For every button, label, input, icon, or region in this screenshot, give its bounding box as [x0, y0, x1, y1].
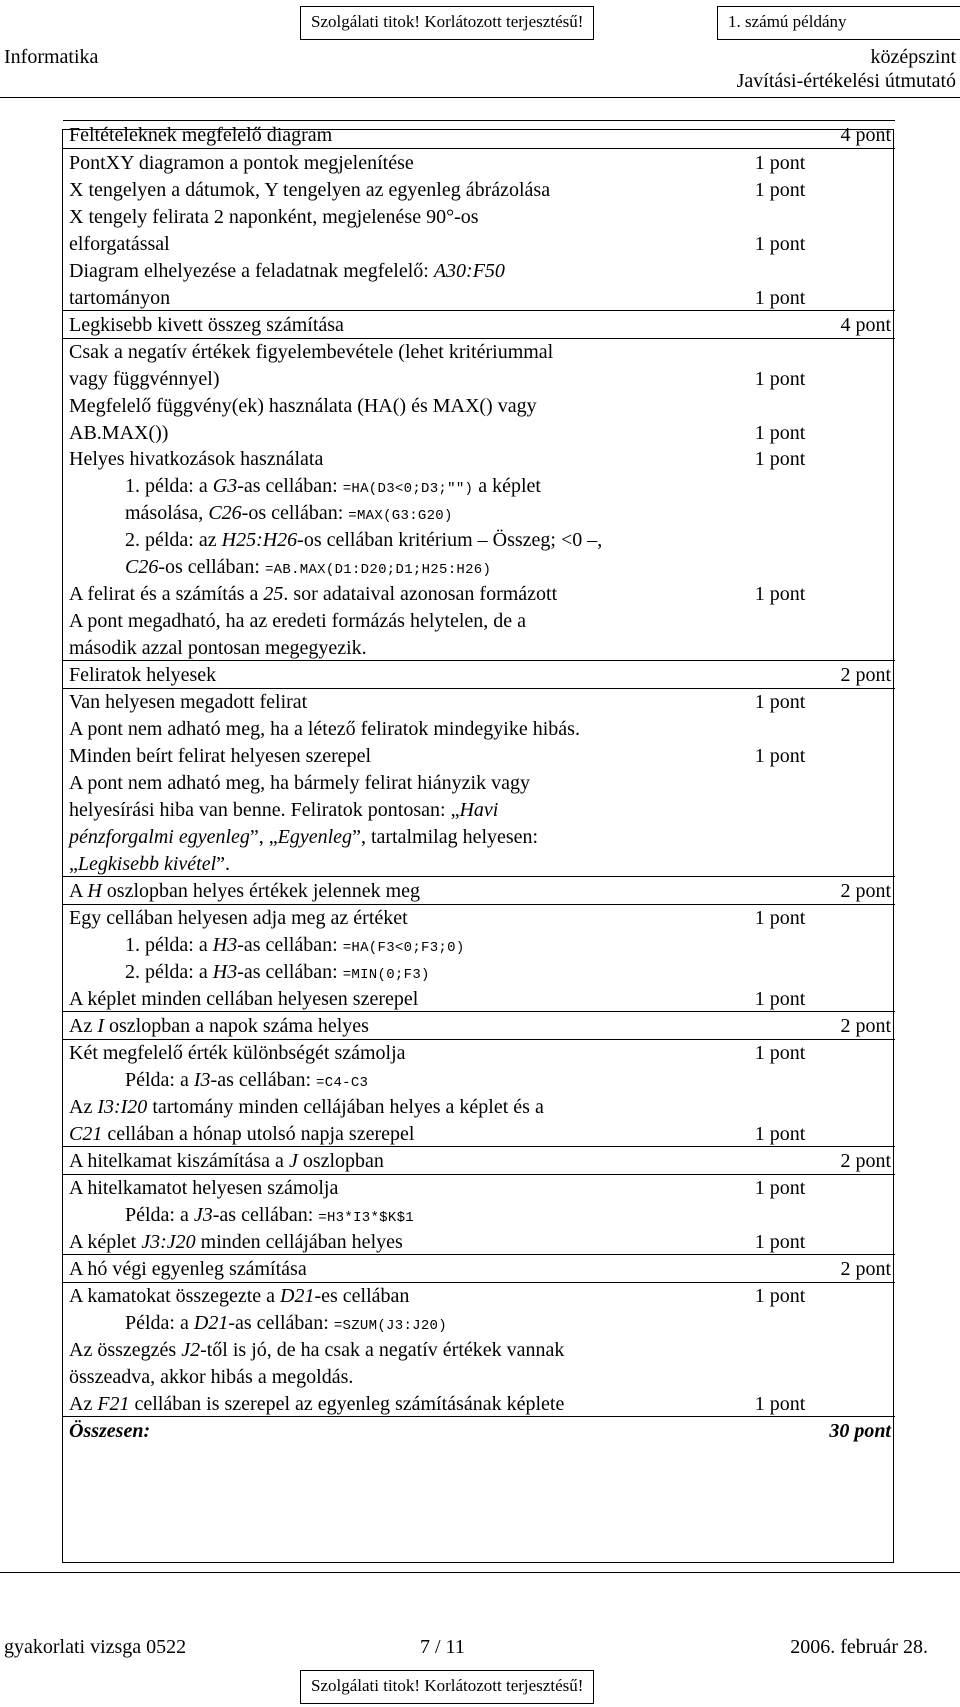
total-row	[63, 1416, 895, 1446]
level-label: középszint	[870, 46, 956, 68]
total-label: Összesen:	[69, 1420, 151, 1442]
section-total: 2 pont	[840, 1258, 891, 1280]
section-total: 2 pont	[840, 1015, 891, 1037]
doc-type-label: Javítási-értékelési útmutató	[736, 70, 956, 92]
exam-code: gyakorlati vizsga 0522	[4, 1636, 187, 1658]
total-value: 30 pont	[829, 1420, 891, 1442]
section-total: 2 pont	[840, 880, 891, 902]
section-title: Feltételeknek megfelelő diagram	[69, 124, 333, 146]
subject-label: Informatika	[4, 46, 99, 68]
section-title: A H oszlopban helyes értékek jelennek meg	[69, 880, 421, 902]
section-month-end	[63, 1254, 895, 1283]
section-h-column	[63, 876, 895, 905]
section-total: 4 pont	[840, 314, 891, 336]
section-j-column	[63, 1146, 895, 1175]
confidential-stamp-top: Szolgálati titok! Korlátozott terjesztésű!	[300, 6, 594, 40]
header-rule	[0, 97, 960, 98]
section-labels	[63, 660, 895, 689]
scoring-table: Feltételeknek megfelelő diagram 4 pont PontXY diagramon a pontok megjelenítése 1 pont X tengelyen a dátumok, Y tengelyen az egyenleg ábrázolása 1 pont X tengely felirata 2 naponként, megjelenése 90°-os elforgatással 1 pont Diagram elhelyezése a feladatnak megfelelő: A30:F50 tartományon 1 pont Legkisebb kivett összeg számítása 4 pont Csak a negatív értékek figyelembevétele (lehet kritériummal vagy függvénnyel) 1 pont Megfelelő függvény(ek) használata (HA() és MAX() vagy AB.MAX()) 1 pont Helyes hivatkozások használata 1 pont 1. példa: a G3-as cellában: =HA(D3<0;D3;"") a képlet másolása, C26-os cellában: =MAX(G3:G20) 2. példa: az H25:H26-os cellában kritérium – Összeg; <0 –, C26-os cellában: =AB.MAX(D1:D20;D1;H25:H26) A felirat és a számítás a 25. sor adataival azonosan formázott 1 pont A pont megadható, ha az eredeti formázás helytelen, de a második azzal pontosan megegyezik. Feliratok helyesek 2 pont Van helyesen megadott felirat 1 pont A pont nem adható meg, ha a létező feliratok mindegyike hibás. Minden beírt felirat helyesen szerepel 1 pont A pont nem adható meg, ha bármely felirat hiányzik vagy helyesírási hiba van benne. Feliratok pontosan: „Havi pénzforgalmi egyenleg”, „Egyenleg”, tartalmilag helyesen: „Legkisebb kivétel”. A H oszlopban helyes értékek jelennek meg 2 pont Egy cellában helyesen adja meg az értéket 1 pont 1. példa: a H3-as cellában: =HA(F3<0;F3;0) 2. példa: a H3-as cellában: =MIN(0;F3) A képlet minden cellában helyesen szerepel 1 pont Az I oszlopban a napok száma helyes 2 pont Két megfelelő érték különbségét számolja 1 pont Példa: a I3-as cellában: =C4-C3 Az I3:I20 tartomány minden cellájában helyes a képlet és a C21 cellában a hónap utolsó napja szerepel 1 pont A hitelkamat kiszámítása a J oszlopban 2 pont A hitelkamatot helyesen számolja 1 pont Példa: a J3-as cellában: =H3*I3*$K$1 A képlet J3:J20 minden cellájában helyes 1 pont A hó végi egyenleg számítása 2 pont A kamatokat összegezte a D21-es cellában 1 pont Példa: a D21-as cellában: =SZUM(J3:J20) Az összegzés J2-től is jó, de ha csak a negatív értékek vannak összeadva, akkor hibás a megoldás. Az F21 cellában is szerepel az egyenleg számításának képlete 1 pont Összesen: 30 pont	[62, 129, 894, 1563]
section-title: A hitelkamat kiszámítása a J oszlopban	[69, 1150, 384, 1172]
copy-number-stamp: 1. számú példány	[717, 6, 960, 40]
section-i-column	[63, 1011, 895, 1040]
section-total: 4 pont	[840, 124, 891, 146]
section-diagram	[63, 120, 895, 149]
section-title: Legkisebb kivett összeg számítása	[69, 314, 344, 336]
section-title: Feliratok helyesek	[69, 664, 217, 686]
section-title: Az I oszlopban a napok száma helyes	[69, 1015, 369, 1037]
section-total: 2 pont	[840, 1150, 891, 1172]
section-smallest-withdrawal	[63, 310, 895, 339]
section-total: 2 pont	[840, 664, 891, 686]
confidential-stamp-bottom: Szolgálati titok! Korlátozott terjesztésű!	[300, 1670, 594, 1704]
exam-date: 2006. február 28.	[790, 1636, 928, 1658]
section-title: A hó végi egyenleg számítása	[69, 1258, 307, 1280]
page-number: 7 / 11	[420, 1636, 465, 1658]
footer-rule	[0, 1572, 960, 1573]
